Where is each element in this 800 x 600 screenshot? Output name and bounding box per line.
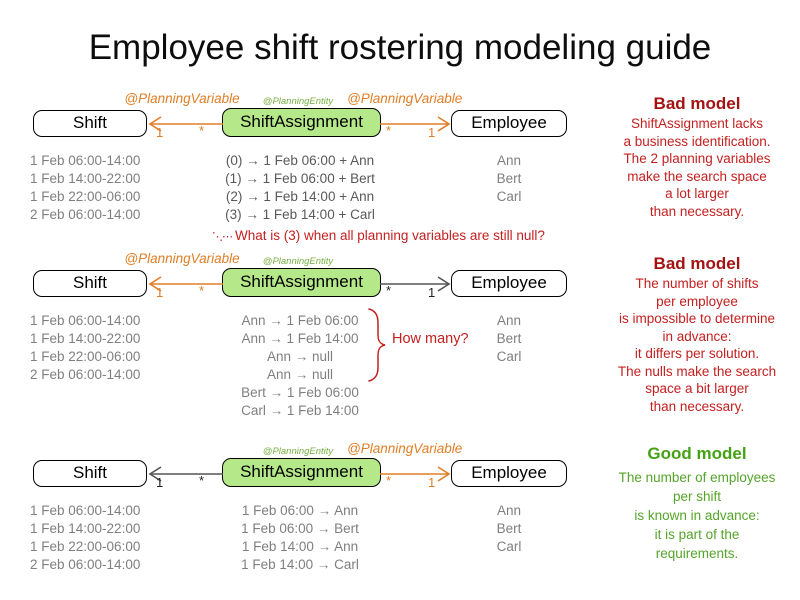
planning-variable-right-annotation: @PlanningVariable [347, 91, 463, 106]
list-item: Carl [496, 349, 522, 364]
model-1-section [0, 90, 800, 250]
right-arrow-multiplicity-many: * [386, 283, 392, 298]
left-arrow-multiplicity-one: 1 [156, 475, 164, 490]
explanation-line: per employee [656, 293, 738, 309]
list-item: Ann → 1 Feb 14:00 [241, 331, 359, 346]
list-item: Ann [496, 153, 522, 168]
list-item: (1) → 1 Feb 06:00 + Bert [225, 171, 375, 186]
list-item: Ann → null [266, 367, 334, 382]
list-item: 1 Feb 22:00-06:00 [30, 539, 141, 554]
explanation-line: make the search space [627, 168, 767, 184]
explanation-line: ShiftAssignment lacks [630, 116, 764, 131]
explanation-line: than necessary. [649, 203, 745, 219]
explanation-line: space a bit larger [645, 381, 749, 396]
list-item: Bert [496, 171, 522, 186]
explanation-line: The number of employees [618, 470, 776, 485]
verdict-explanation [588, 115, 800, 220]
right-association-arrow-icon [380, 111, 454, 137]
list-item: Bert → 1 Feb 06:00 [241, 385, 359, 400]
explanation-line: it differs per solution. [634, 346, 760, 361]
shift-class-box: Shift [33, 110, 147, 137]
list-item: Carl → 1 Feb 14:00 [241, 403, 359, 418]
verdict-heading: Bad model [653, 254, 741, 273]
model-2-section [0, 250, 800, 438]
shift-instances-list [30, 152, 192, 224]
explanation-line: The 2 planning variables [623, 151, 771, 166]
explanation-line: The nulls make the search [617, 363, 777, 379]
verdict-explanation [588, 468, 800, 563]
left-arrow-multiplicity-one: 1 [156, 125, 164, 140]
list-item: 1 Feb 22:00-06:00 [30, 189, 141, 204]
list-item: 1 Feb 14:00 → Carl [241, 557, 359, 572]
shiftassignment-class-box: ShiftAssignment [222, 268, 381, 297]
list-item: 1 Feb 14:00-22:00 [30, 521, 141, 536]
right-arrow-multiplicity-one: 1 [428, 285, 436, 300]
list-item: Bert [496, 521, 522, 536]
shift-instances-list [30, 502, 192, 574]
list-item: (0) → 1 Feb 06:00 + Ann [225, 153, 375, 168]
right-association-arrow-icon [380, 461, 454, 487]
list-item: 1 Feb 14:00-22:00 [30, 171, 141, 186]
list-item: 1 Feb 06:00-14:00 [30, 153, 141, 168]
list-item: 1 Feb 22:00-06:00 [30, 349, 141, 364]
list-item: 2 Feb 06:00-14:00 [30, 207, 141, 222]
list-item: (2) → 1 Feb 14:00 + Ann [225, 189, 375, 204]
explanation-line: per shift [672, 489, 722, 504]
explanation-line: than necessary. [649, 398, 745, 414]
right-arrow-multiplicity-many: * [386, 473, 392, 488]
verdict-heading: Good model [647, 444, 747, 463]
explanation-line: a lot larger [665, 186, 729, 201]
list-item: 1 Feb 14:00 → Ann [241, 539, 359, 554]
right-association-arrow-icon [380, 271, 454, 297]
explanation-line: is impossible to determine [618, 311, 776, 326]
planning-variable-left-annotation: @PlanningVariable [124, 251, 240, 266]
explanation-line: a business identification. [623, 133, 771, 149]
shift-class-box: Shift [33, 270, 147, 297]
explanation-line: in advance: [662, 328, 732, 344]
right-arrow-multiplicity-one: 1 [428, 125, 436, 140]
note-text: What is (3) when all planning variables are still null? [235, 228, 545, 243]
planning-entity-annotation: @PlanningEntity [262, 446, 334, 457]
page-title: Employee shift rostering modeling guide [88, 28, 712, 67]
right-arrow-multiplicity-many: * [386, 123, 392, 138]
shift-class-box: Shift [33, 460, 147, 487]
employee-class-box: Employee [451, 460, 567, 487]
verdict-heading: Bad model [653, 94, 741, 113]
right-arrow-multiplicity-one: 1 [428, 475, 436, 490]
shiftassignment-class-box: ShiftAssignment [222, 458, 381, 487]
explanation-line: The number of shifts [635, 276, 759, 291]
list-item: Ann [496, 313, 522, 328]
list-item: 1 Feb 06:00-14:00 [30, 503, 141, 518]
employee-instances-list [451, 502, 567, 556]
list-item: 1 Feb 06:00 → Ann [241, 503, 359, 518]
list-item: 1 Feb 06:00-14:00 [30, 313, 141, 328]
planning-entity-annotation: @PlanningEntity [262, 96, 334, 107]
employee-class-box: Employee [451, 270, 567, 297]
shift-instances-list [30, 312, 192, 384]
explanation-line: is known in advance: [634, 508, 760, 523]
list-item: 2 Feb 06:00-14:00 [30, 557, 141, 572]
employee-instances-list [451, 152, 567, 206]
planning-variable-left-annotation: @PlanningVariable [124, 91, 240, 106]
list-item: Ann [496, 503, 522, 518]
curly-brace-icon [366, 306, 388, 384]
explanation-line: requirements. [655, 546, 739, 561]
how-many-label: How many? [392, 331, 469, 347]
null-warning-note [212, 228, 545, 243]
list-item: Ann → 1 Feb 06:00 [241, 313, 359, 328]
dotted-connector-icon: ⋱⋯ [212, 231, 232, 243]
assignment-instances-list [205, 152, 395, 224]
left-arrow-multiplicity-many: * [199, 283, 205, 298]
list-item: Carl [496, 539, 522, 554]
list-item: Ann → null [266, 349, 334, 364]
assignment-instances-list [205, 502, 395, 574]
verdict-explanation [588, 275, 800, 415]
list-item: Carl [496, 189, 522, 204]
list-item: Bert [496, 331, 522, 346]
list-item: 1 Feb 14:00-22:00 [30, 331, 141, 346]
employee-class-box: Employee [451, 110, 567, 137]
model-3-section [0, 440, 800, 600]
explanation-line: it is part of the [654, 527, 740, 542]
list-item: 2 Feb 06:00-14:00 [30, 367, 141, 382]
list-item: 1 Feb 06:00 → Bert [241, 521, 359, 536]
planning-variable-right-annotation: @PlanningVariable [347, 441, 463, 456]
left-arrow-multiplicity-many: * [199, 473, 205, 488]
list-item: (3) → 1 Feb 14:00 + Carl [225, 207, 375, 222]
planning-entity-annotation: @PlanningEntity [262, 256, 334, 267]
shiftassignment-class-box: ShiftAssignment [222, 108, 381, 137]
left-arrow-multiplicity-one: 1 [156, 285, 164, 300]
left-arrow-multiplicity-many: * [199, 123, 205, 138]
